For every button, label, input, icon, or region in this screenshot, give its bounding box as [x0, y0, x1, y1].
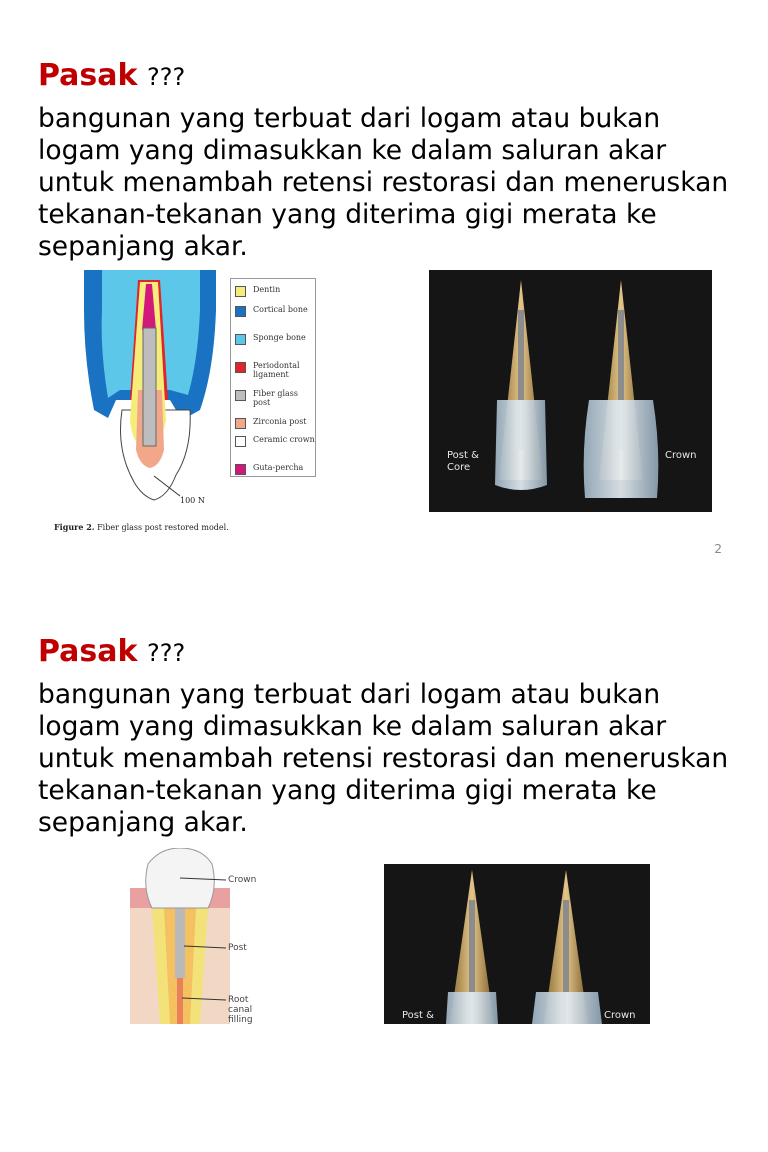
page-number: 2 [714, 542, 722, 556]
photo-label-crown: Crown [604, 1010, 636, 1021]
fiber-glass-post-diagram [50, 270, 350, 540]
figure-caption: Figure 2. Fiber glass post restored model. [54, 522, 229, 532]
title-keyword: Pasak [38, 58, 138, 93]
anatomy-label-root-canal: Root canal filling [228, 995, 253, 1025]
diagram-legend: Dentin Cortical bone Sponge bone Periodontal ligament Fiber glass post Zirconia post Ceramic crown Guta-percha [230, 278, 316, 477]
title-suffix: ??? [147, 63, 186, 91]
anatomy-label-crown: Crown [228, 875, 257, 885]
tooth-cross-section [50, 270, 230, 510]
tooth-anatomy-illustration [130, 848, 290, 1024]
force-label: 100 N [180, 496, 205, 505]
slide-title [38, 634, 185, 671]
photo-label-post-core: Post & Core [447, 450, 479, 473]
slide-title [38, 58, 185, 95]
title-keyword: Pasak [38, 634, 138, 669]
post-core-crown-photo [429, 270, 712, 512]
anatomy-label-post: Post [228, 943, 247, 953]
definition-text: bangunan yang terbuat dari logam atau bukan logam yang dimasukkan ke dalam saluran akar untuk menambah retensi restorasi dan meneruskan tekanan-tekanan yang diterima gigi merata ke sepanjang akar. [38, 103, 729, 262]
post-core-crown-photo-2 [384, 864, 650, 1024]
title-suffix: ??? [147, 639, 186, 667]
photo-label-crown: Crown [665, 450, 697, 461]
definition-text: bangunan yang terbuat dari logam atau bukan logam yang dimasukkan ke dalam saluran akar untuk menambah retensi restorasi dan meneruskan tekanan-tekanan yang diterima gigi merata ke sepanjang akar. [38, 679, 729, 838]
photo-label-post-core: Post & [402, 1010, 434, 1021]
